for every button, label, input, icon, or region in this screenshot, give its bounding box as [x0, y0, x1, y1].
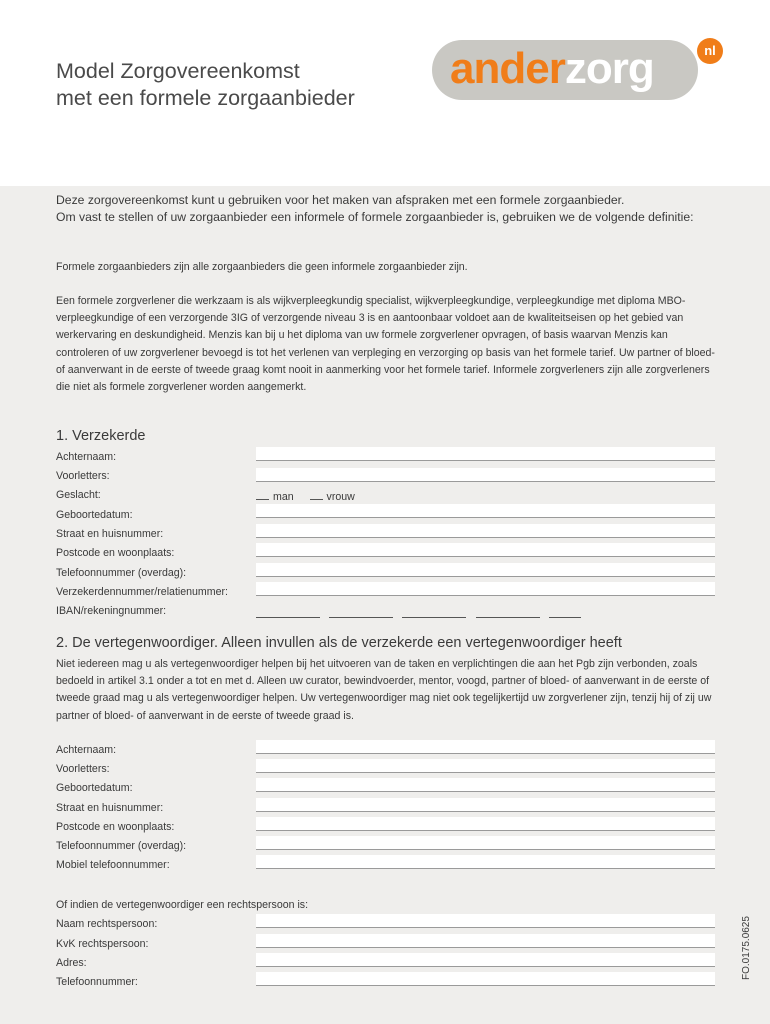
rep-field-mobiel[interactable]	[256, 855, 715, 869]
field-verzekerdennummer[interactable]	[256, 582, 715, 596]
page-title	[56, 58, 355, 112]
logo-part-zorg: zorg	[564, 44, 654, 93]
iban-group-1[interactable]	[256, 605, 320, 618]
iban-group-5[interactable]	[549, 605, 581, 618]
form-code: FO.0175.0625	[741, 916, 752, 980]
legal-field-naam[interactable]	[256, 914, 715, 928]
rep-label-mobiel: Mobiel telefoonnummer:	[56, 859, 170, 871]
legal-field-telefoon[interactable]	[256, 972, 715, 986]
legal-label-kvk: KvK rechtspersoon:	[56, 938, 149, 950]
field-postcode[interactable]	[256, 543, 715, 557]
iban-group-2[interactable]	[329, 605, 393, 618]
rep-field-geboortedatum[interactable]	[256, 778, 715, 792]
intro-line-2: Om vast te stellen of uw zorgaanbieder een informele of formele zorgaanbieder is, gebruiken we de volgende definitie:	[56, 210, 694, 224]
section-2-heading: 2. De vertegenwoordiger. Alleen invullen als de verzekerde een vertegenwoordiger heeft	[56, 635, 622, 651]
field-geboortedatum[interactable]	[256, 504, 715, 518]
gender-vrouw-label: vrouw	[326, 491, 355, 503]
gender-options	[256, 489, 355, 503]
rep-field-straat[interactable]	[256, 798, 715, 812]
logo-wordmark	[450, 39, 654, 99]
rep-label-voorletters: Voorletters:	[56, 763, 110, 775]
gender-man-blank[interactable]	[256, 489, 269, 500]
label-geslacht: Geslacht:	[56, 489, 101, 501]
rep-field-postcode[interactable]	[256, 817, 715, 831]
label-achternaam: Achternaam:	[56, 451, 117, 463]
definition-line: Formele zorgaanbieders zijn alle zorgaanbieders die geen informele zorgaanbieder zijn.	[56, 261, 468, 273]
logo-nl-badge: nl	[697, 38, 723, 64]
anderzorg-logo	[432, 40, 698, 100]
iban-group-4[interactable]	[476, 605, 540, 618]
gender-man-label: man	[273, 491, 294, 503]
section-2-description-text: Niet iedereen mag u als vertegenwoordiger helpen bij het uitvoeren van de taken en verplichtingen die aan het Pgb zijn verbonden, zoals bedoeld in artikel 3.1 onder a tot en met d. Alleen uw curator, bewindvoerder, mentor, voogd, partner of bloed- of aanverwant in de eerste of tweede graad mag u als vertegenwoordiger helpen. Uw vertegenwoordiger mag niet ook tegelijkertijd uw zorgverlener zijn, tenzij hij of zij uw partner of bloed- of aanverwant in de eerste of tweede graad is.	[56, 658, 712, 722]
legal-field-adres[interactable]	[256, 953, 715, 967]
intro-line-1: Deze zorgovereenkomst kunt u gebruiken voor het maken van afspraken met een formele zorgaanbieder.	[56, 193, 625, 207]
gender-vrouw-blank[interactable]	[310, 489, 323, 500]
definition-paragraph-text: Een formele zorgverlener die werkzaam is als wijkverpleegkundig specialist, wijkverpleegkundige, verpleegkundige met diploma MBO-verpleegkundige of een verzorgende 3IG of verzorgende niveau 3 is en aantoonbaar voldoet aan de kwaliteitseisen op het gebied van werkervaring en deskundigheid. Menzis kan bij u het diploma van uw formele zorgverlener opvragen, of basis waarvan Menzis kan controleren of uw zorgverlener bevoegd is tot het verlenen van verpleging en verzorging op basis van het formele tarief. Uw partner of bloed- of aanverwant in de eerste of tweede graag komt nooit in aanmerking voor het formele tarief. Informele zorgverleners zijn alle zorgverleners die niet als formele zorgverlener worden aangemerkt.	[56, 295, 715, 394]
logo-part-ander: ander	[450, 44, 565, 93]
legal-label-telefoon: Telefoonnummer:	[56, 976, 138, 988]
iban-group-3[interactable]	[402, 605, 466, 618]
field-voorletters[interactable]	[256, 468, 715, 482]
rep-field-voorletters[interactable]	[256, 759, 715, 773]
rep-label-achternaam: Achternaam:	[56, 744, 117, 756]
section-2-description	[56, 656, 716, 725]
label-verzekerdennummer: Verzekerdennummer/relatienummer:	[56, 586, 228, 598]
legal-label-adres: Adres:	[56, 957, 87, 969]
definition-text	[56, 259, 716, 276]
rep-label-telefoon: Telefoonnummer (overdag):	[56, 840, 187, 852]
field-straat[interactable]	[256, 524, 715, 538]
rep-field-achternaam[interactable]	[256, 740, 715, 754]
field-achternaam[interactable]	[256, 447, 715, 461]
label-voorletters: Voorletters:	[56, 470, 110, 482]
section-1-heading: 1. Verzekerde	[56, 428, 146, 444]
rep-label-straat: Straat en huisnummer:	[56, 802, 164, 814]
label-iban: IBAN/rekeningnummer:	[56, 605, 167, 617]
rep-label-postcode: Postcode en woonplaats:	[56, 821, 175, 833]
label-geboortedatum: Geboortedatum:	[56, 509, 133, 521]
rep-field-telefoon[interactable]	[256, 836, 715, 850]
page-header	[0, 0, 770, 186]
definition-paragraph	[56, 293, 716, 396]
rep-label-geboortedatum: Geboortedatum:	[56, 782, 133, 794]
legal-field-kvk[interactable]	[256, 934, 715, 948]
field-telefoon[interactable]	[256, 563, 715, 577]
title-line-1: Model Zorgovereenkomst	[56, 59, 300, 83]
title-line-2: met een formele zorgaanbieder	[56, 86, 355, 110]
label-telefoon: Telefoonnummer (overdag):	[56, 567, 187, 579]
legal-intro: Of indien de vertegenwoordiger een rechtspersoon is:	[56, 899, 309, 911]
legal-label-naam: Naam rechtspersoon:	[56, 918, 158, 930]
label-postcode: Postcode en woonplaats:	[56, 547, 175, 559]
label-straat: Straat en huisnummer:	[56, 528, 164, 540]
intro-text	[56, 192, 716, 226]
